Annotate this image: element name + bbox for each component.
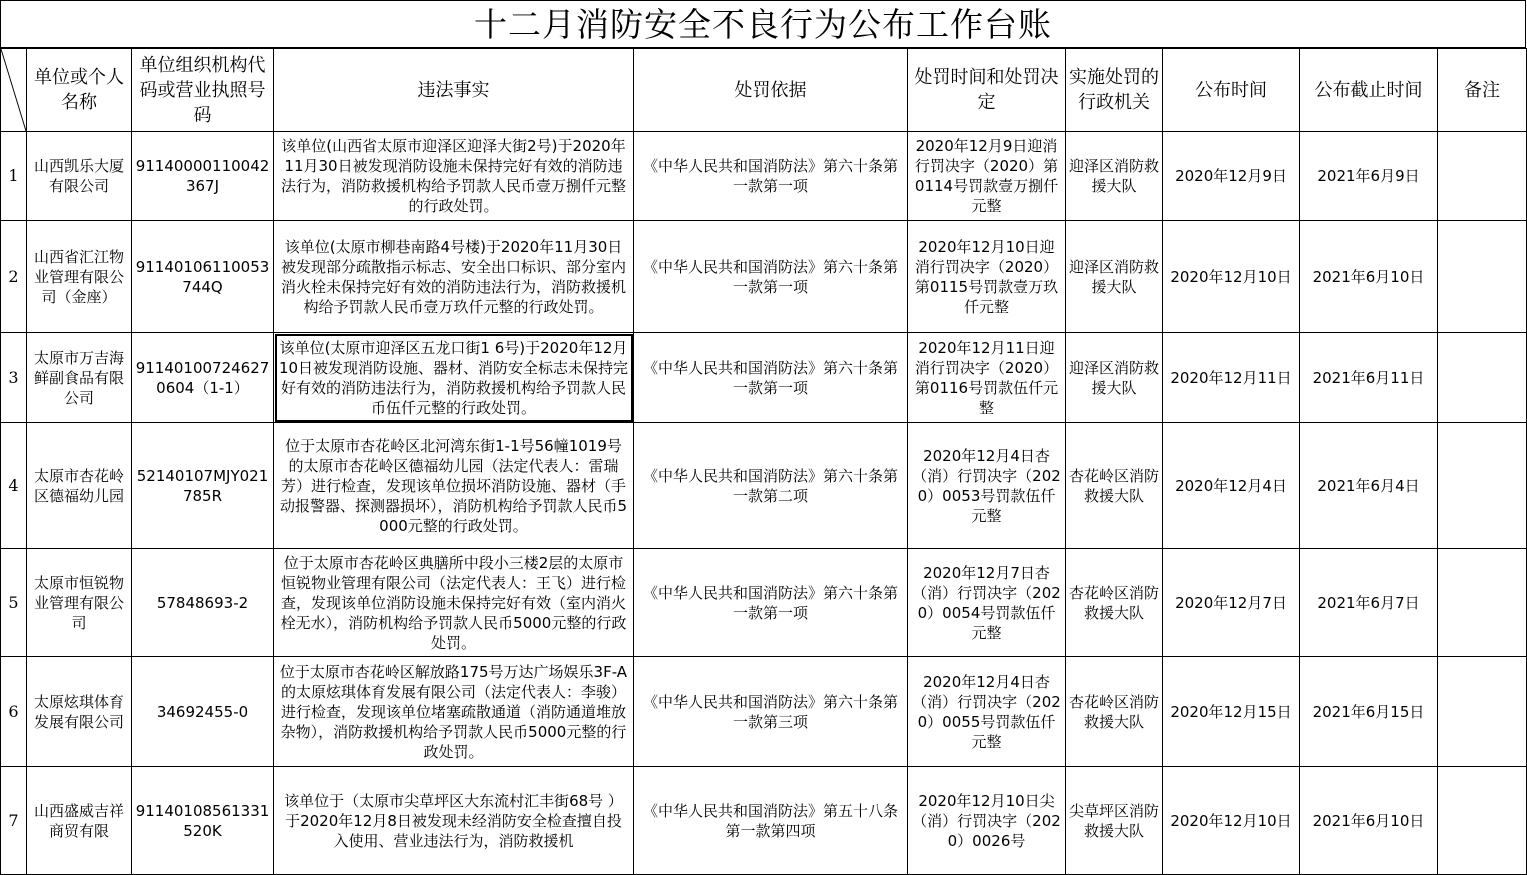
header-pub[interactable]: 公布时间 — [1163, 49, 1300, 132]
table-row — [1, 657, 1527, 767]
cell-pub[interactable]: 2020年12月10日 — [1163, 221, 1300, 333]
header-note[interactable]: 备注 — [1438, 49, 1527, 132]
cell-code[interactable]: 91140108561331520K — [132, 767, 274, 875]
cell-fact[interactable]: 该单位(山西省太原市迎泽区迎泽大街2号)于2020年11月30日被发现消防设施未保持完好有效的消防违法行为，消防救援机构给予罚款人民币壹万捌仟元整的行政处罚。 — [274, 132, 634, 221]
cell-decision[interactable]: 2020年12月7日杏（消）行罚决字（2020）0054号罚款伍仟元整 — [908, 549, 1066, 657]
cell-fact[interactable]: 位于太原市杏花岭区北河湾东街1-1号56幢1019号的太原市杏花岭区德福幼儿园（法定代表人：雷瑞芳）进行检查，发现该单位损坏消防设施、器材（手动报警器、探测器损坏），消防机构给予罚款人民币5000元整的行政处罚。 — [274, 423, 634, 549]
cell-org[interactable]: 杏花岭区消防救援大队 — [1066, 657, 1163, 767]
cell-decision[interactable]: 2020年12月4日杏（消）行罚决字（2020）0055号罚款伍仟元整 — [908, 657, 1066, 767]
cell-basis[interactable]: 《中华人民共和国消防法》第六十条第一款第二项 — [634, 423, 908, 549]
cell-code[interactable]: 911401007246270604（1-1） — [132, 333, 274, 423]
cell-org[interactable]: 迎泽区消防救援大队 — [1066, 333, 1163, 423]
row-index[interactable]: 1 — [1, 132, 27, 221]
cell-code[interactable]: 91140000110042367J — [132, 132, 274, 221]
cell-basis[interactable]: 《中华人民共和国消防法》第六十条第一款第一项 — [634, 549, 908, 657]
cell-name[interactable]: 山西凯乐大厦有限公司 — [27, 132, 132, 221]
cell-pub[interactable]: 2020年12月15日 — [1163, 657, 1300, 767]
cell-end[interactable]: 2021年6月11日 — [1300, 333, 1438, 423]
cell-end[interactable]: 2021年6月10日 — [1300, 221, 1438, 333]
cell-fact[interactable]: 位于太原市杏花岭区解放路175号万达广场娱乐3F-A的太原炫琪体育发展有限公司（法定代表人：李骏）进行检查，发现该单位堵塞疏散通道（消防通道堆放杂物），消防救援机构给予罚款人民币5000元整的行政处罚。 — [274, 657, 634, 767]
header-row — [1, 49, 1527, 132]
cell-org[interactable]: 迎泽区消防救援大队 — [1066, 132, 1163, 221]
cell-basis[interactable]: 《中华人民共和国消防法》第六十条第一款第一项 — [634, 132, 908, 221]
cell-fact[interactable]: 该单位于（太原市尖草坪区大东流村汇丰街68号 ）于2020年12月8日被发现未经消防安全检查擅自投入使用、营业违法行为，消防救援机 — [274, 767, 634, 875]
table-row — [1, 423, 1527, 549]
cell-end[interactable]: 2021年6月9日 — [1300, 132, 1438, 221]
header-decision[interactable]: 处罚时间和处罚决定 — [908, 49, 1066, 132]
cell-note[interactable] — [1438, 221, 1527, 333]
cell-pub[interactable]: 2020年12月9日 — [1163, 132, 1300, 221]
cell-note[interactable] — [1438, 657, 1527, 767]
cell-note[interactable] — [1438, 767, 1527, 875]
cell-decision[interactable]: 2020年12月10日尖（消）行罚决字（2020）0026号 — [908, 767, 1066, 875]
row-index[interactable]: 2 — [1, 221, 27, 333]
cell-org[interactable]: 尖草坪区消防救援大队 — [1066, 767, 1163, 875]
cell-decision[interactable]: 2020年12月9日迎消行罚决字（2020）第0114号罚款壹万捌仟元整 — [908, 132, 1066, 221]
diagonal-line-icon — [1, 49, 26, 131]
cell-name[interactable]: 山西省汇江物业管理有限公司（金座） — [27, 221, 132, 333]
cell-fact[interactable]: 位于太原市杏花岭区典膳所中段小三楼2层的太原市恒锐物业管理有限公司（法定代表人：王飞）进行检查，发现该单位消防设施未保持完好有效（室内消火栓无水），消防机构给予罚款人民币5000元整的行政处罚。 — [274, 549, 634, 657]
header-org[interactable]: 实施处罚的行政机关 — [1066, 49, 1163, 132]
cell-end[interactable]: 2021年6月15日 — [1300, 657, 1438, 767]
ledger-table — [0, 48, 1527, 875]
cell-note[interactable] — [1438, 549, 1527, 657]
row-index[interactable]: 5 — [1, 549, 27, 657]
cell-name[interactable]: 太原市恒锐物业管理有限公司 — [27, 549, 132, 657]
cell-code[interactable]: 91140106110053744Q — [132, 221, 274, 333]
cell-org[interactable]: 杏花岭区消防救援大队 — [1066, 549, 1163, 657]
cell-decision[interactable]: 2020年12月11日迎消行罚决字（2020）第0116号罚款伍仟元整 — [908, 333, 1066, 423]
header-end[interactable]: 公布截止时间 — [1300, 49, 1438, 132]
header-fact[interactable]: 违法事实 — [274, 49, 634, 132]
cell-end[interactable]: 2021年6月10日 — [1300, 767, 1438, 875]
cell-name[interactable]: 太原炫琪体育发展有限公司 — [27, 657, 132, 767]
header-corner-cell[interactable] — [1, 49, 27, 132]
cell-pub[interactable]: 2020年12月11日 — [1163, 333, 1300, 423]
cell-fact[interactable]: 该单位(太原市柳巷南路4号楼)于2020年11月30日被发现部分疏散指示标志、安全出口标识、部分室内消火栓未保持完好有效的消防违法行为，消防救援机构给予罚款人民币壹万玖仟元整的行政处罚。 — [274, 221, 634, 333]
row-index[interactable]: 3 — [1, 333, 27, 423]
cell-basis[interactable]: 《中华人民共和国消防法》第六十条第一款第一项 — [634, 333, 908, 423]
table-row — [1, 132, 1527, 221]
header-code[interactable]: 单位组织机构代码或营业执照号码 — [132, 49, 274, 132]
cell-pub[interactable]: 2020年12月7日 — [1163, 549, 1300, 657]
row-index[interactable]: 6 — [1, 657, 27, 767]
cell-org[interactable]: 迎泽区消防救援大队 — [1066, 221, 1163, 333]
row-index[interactable]: 4 — [1, 423, 27, 549]
cell-decision[interactable]: 2020年12月10日迎消行罚决字（2020）第0115号罚款壹万玖仟元整 — [908, 221, 1066, 333]
cell-name[interactable]: 山西盛威吉祥商贸有限 — [27, 767, 132, 875]
cell-fact-selected[interactable]: 该单位(太原市迎泽区五龙口街1 6号)于2020年12月10日被发现消防设施、器材、消防安全标志未保持完好有效的消防违法行为，消防救援机构给予罚款人民币伍仟元整的行政处罚。 — [274, 333, 634, 423]
cell-org[interactable]: 杏花岭区消防救援大队 — [1066, 423, 1163, 549]
table-row — [1, 767, 1527, 875]
cell-pub[interactable]: 2020年12月4日 — [1163, 423, 1300, 549]
cell-note[interactable] — [1438, 333, 1527, 423]
table-row — [1, 333, 1527, 423]
cell-basis[interactable]: 《中华人民共和国消防法》第六十条第一款第三项 — [634, 657, 908, 767]
cell-pub[interactable]: 2020年12月10日 — [1163, 767, 1300, 875]
table-row — [1, 549, 1527, 657]
sheet-title[interactable]: 十二月消防安全不良行为公布工作台账 — [0, 0, 1526, 48]
cell-note[interactable] — [1438, 132, 1527, 221]
cell-name[interactable]: 太原市万吉海鲜副食品有限公司 — [27, 333, 132, 423]
cell-basis[interactable]: 《中华人民共和国消防法》第六十条第一款第一项 — [634, 221, 908, 333]
cell-decision[interactable]: 2020年12月4日杏（消）行罚决字（2020）0053号罚款伍仟元整 — [908, 423, 1066, 549]
cell-name[interactable]: 太原市杏花岭区德福幼儿园 — [27, 423, 132, 549]
cell-end[interactable]: 2021年6月7日 — [1300, 549, 1438, 657]
header-name[interactable]: 单位或个人名称 — [27, 49, 132, 132]
cell-code[interactable]: 57848693-2 — [132, 549, 274, 657]
header-basis[interactable]: 处罚依据 — [634, 49, 908, 132]
table-row — [1, 221, 1527, 333]
cell-end[interactable]: 2021年6月4日 — [1300, 423, 1438, 549]
cell-code[interactable]: 34692455-0 — [132, 657, 274, 767]
cell-note[interactable] — [1438, 423, 1527, 549]
cell-code[interactable]: 52140107MJY021785R — [132, 423, 274, 549]
row-index[interactable]: 7 — [1, 767, 27, 875]
cell-basis[interactable]: 《中华人民共和国消防法》第五十八条第一款第四项 — [634, 767, 908, 875]
